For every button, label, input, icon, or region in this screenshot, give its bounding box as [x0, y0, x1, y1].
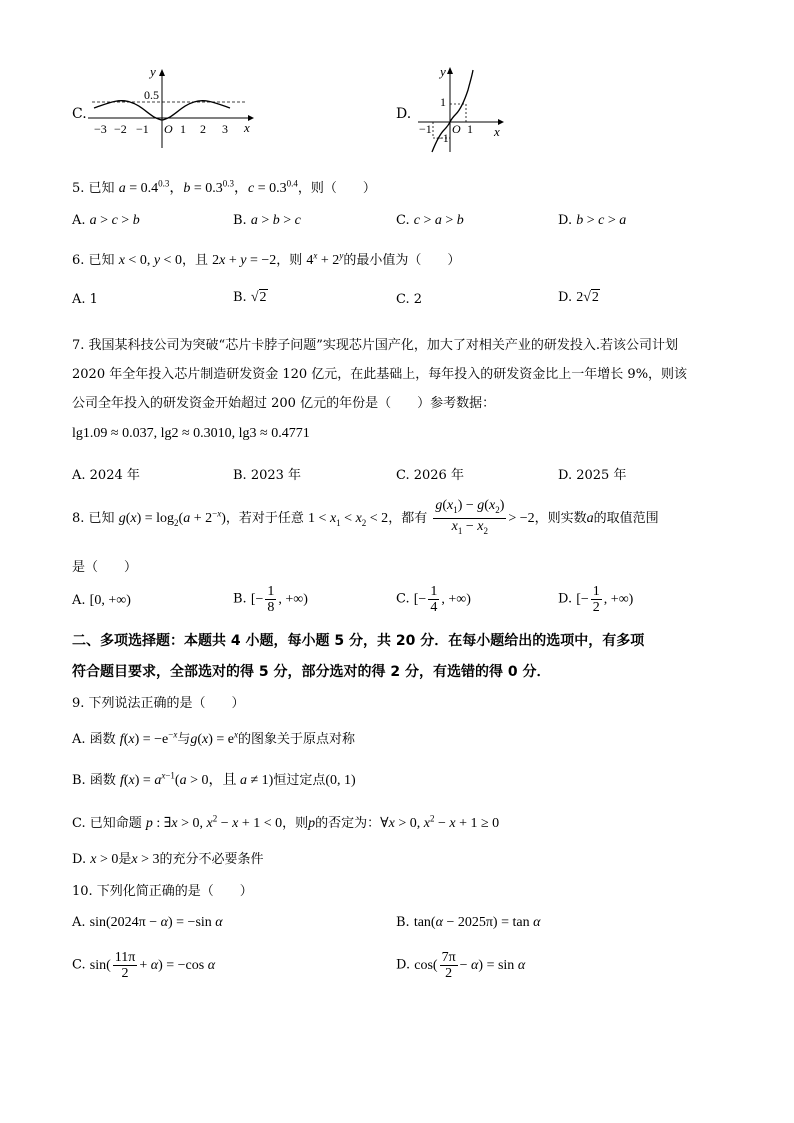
- question-7-option-b[interactable]: B. 2023 年: [233, 468, 302, 483]
- question-8-line-2: 是（ ）: [72, 560, 138, 575]
- question-5-option-a[interactable]: A. a > c > b: [72, 213, 140, 228]
- question-6-option-d[interactable]: D. 2√2: [558, 290, 599, 305]
- question-8-option-a[interactable]: A. [0, +∞): [72, 593, 131, 608]
- question-6-stem: 6. 已知 x < 0, y < 0，且 2x + y = −2，则 $4^x + 2^y$的最小值为（ ）: [72, 250, 461, 268]
- question-6-option-a[interactable]: A. 1: [72, 292, 98, 307]
- question-9-stem: 9. 下列说法正确的是（ ）: [72, 696, 245, 711]
- question-10-option-b[interactable]: B. tan(α − 2025π) = tan α: [396, 915, 541, 930]
- option-c-tick: 2: [200, 122, 206, 136]
- option-d-origin: O: [452, 122, 461, 136]
- option-d-label: D.: [396, 106, 412, 122]
- question-6-option-b[interactable]: B. √2: [233, 290, 267, 305]
- option-d-graph: [410, 62, 510, 154]
- question-5-option-b[interactable]: B. a > b > c: [233, 213, 301, 228]
- question-6-option-c[interactable]: C. 2: [396, 292, 423, 307]
- section-2-heading-line-2: 符合题目要求，全部选对的得 5 分，部分选对的得 2 分，有选错的得 0 分．: [72, 664, 551, 680]
- option-c-tick: 1: [180, 122, 186, 136]
- option-c-tick: 3: [222, 122, 228, 136]
- question-7-line-3: 公司全年投入的研发资金开始超过 200 亿元的年份是（ ）参考数据：: [72, 396, 496, 411]
- option-c-tick: −3: [94, 122, 107, 136]
- section-2-heading-line-1: 二、多项选择题：本题共 4 小题，每小题 5 分，共 20 分．在每小题给出的选项中，有多项: [72, 633, 645, 649]
- question-9-option-b[interactable]: B. 函数 $f(x) = a^{x-1}(a > 0$，且 a ≠ 1)恒过定点(0, 1): [72, 770, 356, 788]
- question-8-stem: 8. 已知 $g(x) = \log_2(a + 2^{-x})$，若对于任意 $1 < x_1 < x_2 < 2$，都有 $\frac{g(x_1) - g(x_2)}{x_1 - x_2}$ > −2，则实数a的取值范围: [72, 498, 659, 536]
- question-10-option-c[interactable]: C. sin( $\frac{11\pi}{2}$ + α) = −cos α: [72, 950, 216, 981]
- option-c-y-label: y: [150, 64, 156, 79]
- option-d-y-tick-pos: 1: [440, 95, 446, 109]
- question-7-reference-data: lg1.09 ≈ 0.037, lg2 ≈ 0.3010, lg3 ≈ 0.4771: [72, 426, 310, 441]
- question-5-stem: 5. 已知 $a = 0.4^{0.3}$，$b = 0.3^{0.3}$，$c = 0.3^{0.4}$，则（ ）: [72, 178, 376, 196]
- option-c-tick: −1: [136, 122, 149, 136]
- option-d-tick: 1: [467, 122, 473, 136]
- question-10-stem: 10. 下列化简正确的是（ ）: [72, 884, 253, 899]
- option-d-y-tick-neg: −1: [436, 131, 449, 145]
- option-d-y-label: y: [440, 64, 446, 79]
- question-7-option-d[interactable]: D. 2025 年: [558, 468, 627, 483]
- option-c-tick: −2: [114, 122, 127, 136]
- option-c-origin: O: [164, 122, 173, 136]
- question-8-option-d[interactable]: D. [− $\frac{1}{2}$ , +∞): [558, 584, 634, 615]
- question-7-line-2: 2020 年全年投入芯片制造研发资金 120 亿元，在此基础上，每年投入的研发资金比上一年增长 9%，则该: [72, 367, 688, 382]
- question-9-option-a[interactable]: A. 函数 $f(x) = -e^{-x}$与$g(x) = e^x$的图象关于原点对称: [72, 729, 356, 747]
- question-9-option-d[interactable]: D. x > 0是x > 3的充分不必要条件: [72, 852, 264, 867]
- option-c-x-label: x: [244, 120, 250, 135]
- question-7-line-1: 7. 我国某科技公司为突破“芯片卡脖子问题”实现芯片国产化，加大了对相关产业的研发投入.若该公司计划: [72, 338, 678, 353]
- question-9-option-c[interactable]: C. 已知命题 p : ∃x > 0, $x^2 - x + 1 < 0$，则p的否定为：∀x > 0, $x^2 - x + 1 \ge 0$: [72, 813, 500, 831]
- option-c-label: C.: [72, 106, 87, 122]
- question-5-option-c[interactable]: C. c > a > b: [396, 213, 464, 228]
- option-c-graph: [84, 64, 256, 150]
- question-8-option-b[interactable]: B. [− $\frac{1}{8}$ , +∞): [233, 584, 308, 615]
- question-10-option-d[interactable]: D. cos( $\frac{7\pi}{2}$ − α) = sin α: [396, 950, 526, 981]
- option-d-tick: −1: [419, 122, 432, 136]
- option-d-x-label: x: [494, 124, 500, 139]
- question-7-option-a[interactable]: A. 2024 年: [72, 468, 140, 483]
- question-5-option-d[interactable]: D. b > c > a: [558, 213, 627, 228]
- question-7-option-c[interactable]: C. 2026 年: [396, 468, 464, 483]
- option-c-y-tick: 0.5: [144, 88, 159, 102]
- question-10-option-a[interactable]: A. sin(2024π − α) = −sin α: [72, 915, 223, 930]
- question-8-option-c[interactable]: C. [− $\frac{1}{4}$ , +∞): [396, 584, 471, 615]
